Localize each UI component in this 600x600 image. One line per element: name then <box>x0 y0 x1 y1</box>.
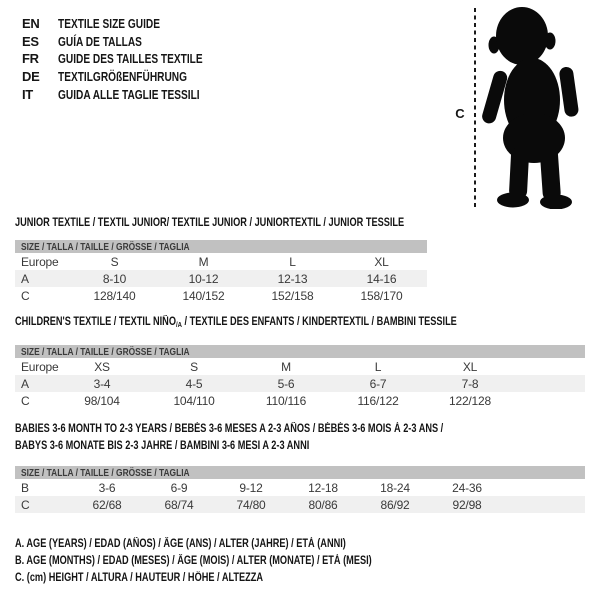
table-cell: 98/104 <box>84 393 120 408</box>
table-row <box>15 496 585 513</box>
height-measure-label: C <box>455 106 465 121</box>
table-cell: 3-4 <box>93 376 111 391</box>
note-line: A. AGE (YEARS) / EDAD (AÑOS) / ÂGE (ANS) / ALTER (JAHRE) / ETÀ (ANNI) <box>15 538 346 550</box>
size-table-children <box>15 345 585 409</box>
note-line: C. (cm) HEIGHT / ALTURA / HAUTEUR / HÖHE / ALTEZZA <box>15 571 264 584</box>
table-cell: 24-36 <box>452 480 482 495</box>
table-row <box>15 392 585 409</box>
table-size-header-bar: SIZE / TALLA / TAILLE / GRÖSSE / TAGLIA <box>15 345 585 358</box>
table-title-babies <box>15 421 550 454</box>
language-title: GUIDA ALLE TAGLIE TESSILI <box>58 86 200 102</box>
size-table-junior <box>15 240 427 304</box>
table-cell: XL <box>462 359 478 374</box>
table-row-label: B <box>21 480 29 495</box>
table-cell: L <box>289 254 296 269</box>
table-cell: 10-12 <box>188 271 219 286</box>
table-cell: 158/170 <box>360 288 403 303</box>
table-title-line: BABIES 3-6 MONTH TO 2-3 YEARS / BEBÉS 3-6 MESES A 2-3 AÑOS / BÉBÉS 3-6 MOIS À 2-3 ANS / <box>15 423 444 435</box>
table-cell: 9-12 <box>239 480 263 495</box>
table-cell: M <box>281 359 291 374</box>
table-cell: 116/122 <box>357 393 399 408</box>
table-row <box>15 287 427 304</box>
language-title-list <box>22 15 243 103</box>
language-row <box>22 68 243 86</box>
table-cell: 14-16 <box>366 271 397 286</box>
table-cell: 62/68 <box>92 497 122 512</box>
legend-notes <box>15 536 461 586</box>
table-title-junior <box>15 215 501 232</box>
table-cell: 18-24 <box>380 480 410 495</box>
language-code: FR <box>22 51 39 67</box>
table-row <box>15 253 427 270</box>
language-code: IT <box>22 86 33 102</box>
table-row-label: C <box>21 288 30 303</box>
language-code: ES <box>22 33 39 49</box>
table-row <box>15 270 427 287</box>
table-cell: 152/158 <box>271 288 314 303</box>
table-cell: 7-8 <box>461 376 479 391</box>
toddler-silhouette-image <box>480 5 588 209</box>
table-cell: 122/128 <box>449 393 491 408</box>
height-measure-dashed-line <box>474 8 476 207</box>
table-cell: 12-18 <box>308 480 338 495</box>
table-cell: 8-10 <box>102 271 127 286</box>
table-size-header-bar: SIZE / TALLA / TAILLE / GRÖSSE / TAGLIA <box>15 466 585 479</box>
table-cell: 4-5 <box>185 376 203 391</box>
table-title-line: CHILDREN'S TEXTILE / TEXTIL $NIÑO_{/A}$ / TEXTILE DES ENFANTS / KINDERTEXTIL / BAMBINI TESSILE <box>15 316 457 329</box>
table-cell: 128/140 <box>93 288 136 303</box>
table-cell: 6-7 <box>369 376 387 391</box>
table-cell: 110/116 <box>265 393 307 408</box>
table-cell: 104/110 <box>173 393 215 408</box>
table-cell: S <box>110 254 119 269</box>
size-table-babies <box>15 466 585 513</box>
table-cell: 6-9 <box>170 480 188 495</box>
table-title-line: BABYS 3-6 MONATE BIS 2-3 JAHRE / BAMBINI 3-6 MESI A 2-3 ANNI <box>15 439 310 452</box>
table-row-label: A <box>21 271 29 286</box>
language-row <box>22 50 243 68</box>
table-cell: XL <box>374 254 389 269</box>
table-row <box>15 375 585 392</box>
table-cell: S <box>190 359 198 374</box>
language-title: TEXTILGRÖßENFÜHRUNG <box>58 69 188 85</box>
table-row <box>15 479 585 496</box>
table-row-label: A <box>21 376 29 391</box>
table-row-label: C <box>21 497 30 512</box>
language-row <box>22 15 243 33</box>
table-cell: L <box>374 359 382 374</box>
table-cell: 86/92 <box>380 497 410 512</box>
table-cell: 74/80 <box>236 497 266 512</box>
table-cell: 140/152 <box>182 288 225 303</box>
note-line: B. AGE (MONTHS) / EDAD (MESES) / ÂGE (MOIS) / ALTER (MONATE) / ETÀ (MESI) <box>15 554 372 567</box>
language-row <box>22 85 243 103</box>
language-title: TEXTILE SIZE GUIDE <box>58 16 160 32</box>
language-code: EN <box>22 16 40 32</box>
language-row <box>22 33 243 51</box>
table-cell: 92/98 <box>452 497 482 512</box>
table-cell: 3-6 <box>98 480 116 495</box>
table-row-label: Europe <box>21 254 59 269</box>
table-cell: XS <box>94 359 110 374</box>
table-cell: 80/86 <box>308 497 338 512</box>
language-title: GUIDE DES TAILLES TEXTILE <box>58 51 203 67</box>
table-cell: 12-13 <box>277 271 308 286</box>
table-title-line: JUNIOR TEXTILE / TEXTIL JUNIOR/ TEXTILE JUNIOR / JUNIORTEXTIL / JUNIOR TESSILE <box>15 217 405 229</box>
language-code: DE <box>22 69 40 85</box>
table-row <box>15 358 585 375</box>
table-row-label: C <box>21 393 30 408</box>
table-cell: 68/74 <box>164 497 194 512</box>
table-title-children <box>15 314 567 332</box>
language-title: GUÍA DE TALLAS <box>58 33 142 49</box>
table-cell: 5-6 <box>277 376 295 391</box>
table-cell: M <box>198 254 209 269</box>
table-row-label: Europe <box>21 359 59 374</box>
table-size-header-bar: SIZE / TALLA / TAILLE / GRÖSSE / TAGLIA <box>15 240 427 253</box>
